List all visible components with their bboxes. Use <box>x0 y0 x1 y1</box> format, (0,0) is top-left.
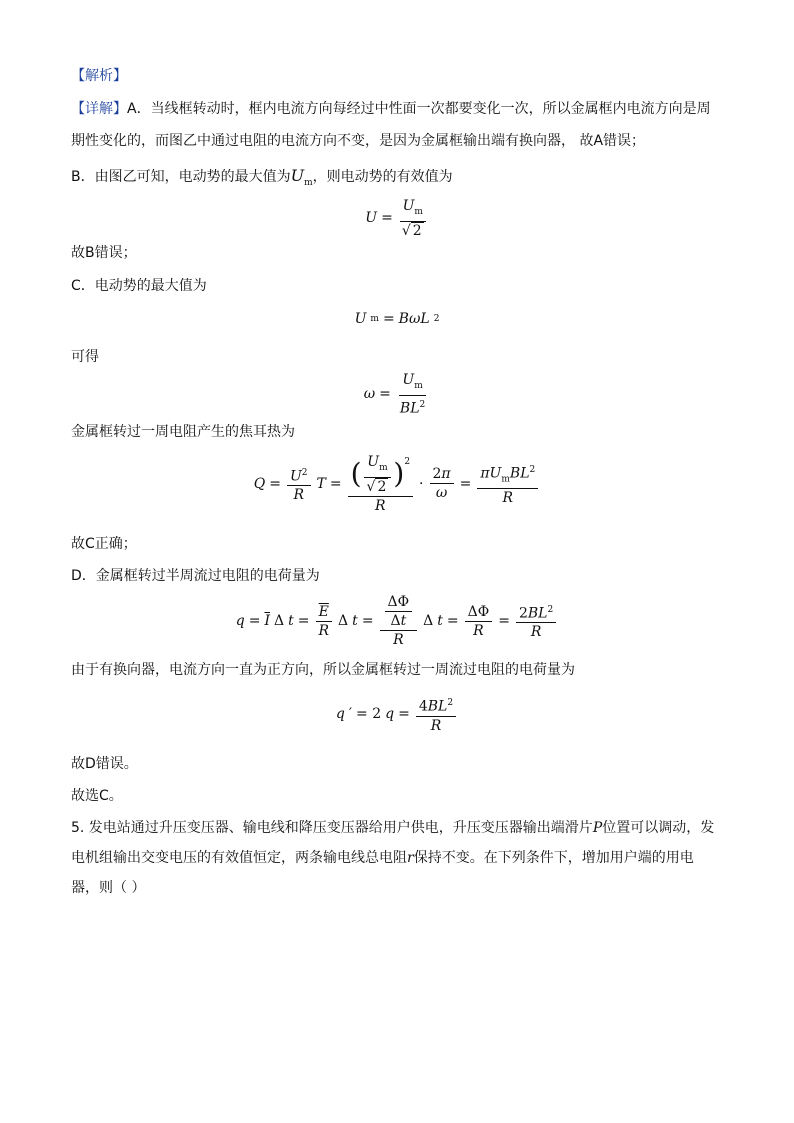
para-c-conclusion: 故C正确； <box>71 536 137 552</box>
para-b-conclusion: 故B错误； <box>71 245 137 261</box>
para-d-line: D．金属框转过半周流过电阻的电荷量为 <box>71 568 320 584</box>
equation-charge-half: q = $\overline{I}$ Δ t = $\frac{\overline{E}}{R}$ Δ t = $\frac{\frac{\Delta\Phi}{\Delta t}}{R}$ Δ t = $\frac{\Delta\Phi}{R}$ = $\frac{2BL^2}{R}$ <box>0 594 794 648</box>
para-d-conclusion: 故D错误。 <box>71 756 138 772</box>
para-a-line1 <box>71 99 711 119</box>
para-a-text1: A．当线框转动时，框内电流方向每经过中性面一次都要变化一次，所以金属框内电流方向是周 <box>127 101 711 117</box>
para-b-line <box>71 166 453 193</box>
analysis-heading: 【解析】 <box>71 68 127 84</box>
para-b-after: ，则电动势的有效值为 <box>312 169 453 185</box>
q5-text2b: 保持不变。在下列条件下，增加用户端的用电 <box>413 850 694 866</box>
para-a-line2: 期性变化的，而图乙中通过电阻的电流方向不变，是因为金属框输出端有换向器， 故A错误； <box>71 133 646 149</box>
answer-line: 故选C。 <box>71 788 123 804</box>
q5-line1 <box>71 818 714 838</box>
equation-effective-voltage: U = $\frac{U_m}{√ 2}$ <box>0 198 794 239</box>
q5-line2 <box>71 848 694 868</box>
detail-label: 【详解】 <box>71 101 127 117</box>
para-c-joule: 金属框转过一周电阻产生的焦耳热为 <box>71 424 295 440</box>
q5-var-r: r <box>407 850 414 866</box>
equation-charge-full: q ′ = 2 q = $\frac{4BL^2}{R}$ <box>0 695 794 734</box>
para-c-kede: 可得 <box>71 349 99 365</box>
para-b-text: B．由图乙可知，电动势的最大值为 <box>71 169 291 185</box>
q5-text2a: 电机组输出交变电压的有效值恒定，两条输电线总电阻 <box>71 850 407 866</box>
q5-line3: 器，则（ ） <box>71 880 146 896</box>
u-max-symbol: $U_m$ <box>290 166 313 189</box>
equation-joule-heat: Q = $\frac{U^2}{R}$ T = ( $\frac{U_m}{√ 2}$ ) $^2$ R · $\frac{2\pi}{\omega}$ = $\frac{\pi U_mBL^2}{R}$ <box>0 454 794 514</box>
para-c-line: C．电动势的最大值为 <box>71 278 207 294</box>
equation-max-emf: U m = BωL 2 <box>354 311 440 327</box>
q5-text1a: 5. 发电站通过升压变压器、输电线和降压变压器给用户供电，升压变压器输出端滑片 <box>71 820 593 836</box>
para-d-line2: 由于有换向器，电流方向一直为正方向，所以金属框转过一周流过电阻的电荷量为 <box>71 662 575 678</box>
equation-omega: ω = $\frac{U_m}{BL^2}$ <box>363 372 426 417</box>
q5-text1b: 位置可以调动，发 <box>602 820 715 836</box>
q5-var-p: P <box>592 820 603 836</box>
